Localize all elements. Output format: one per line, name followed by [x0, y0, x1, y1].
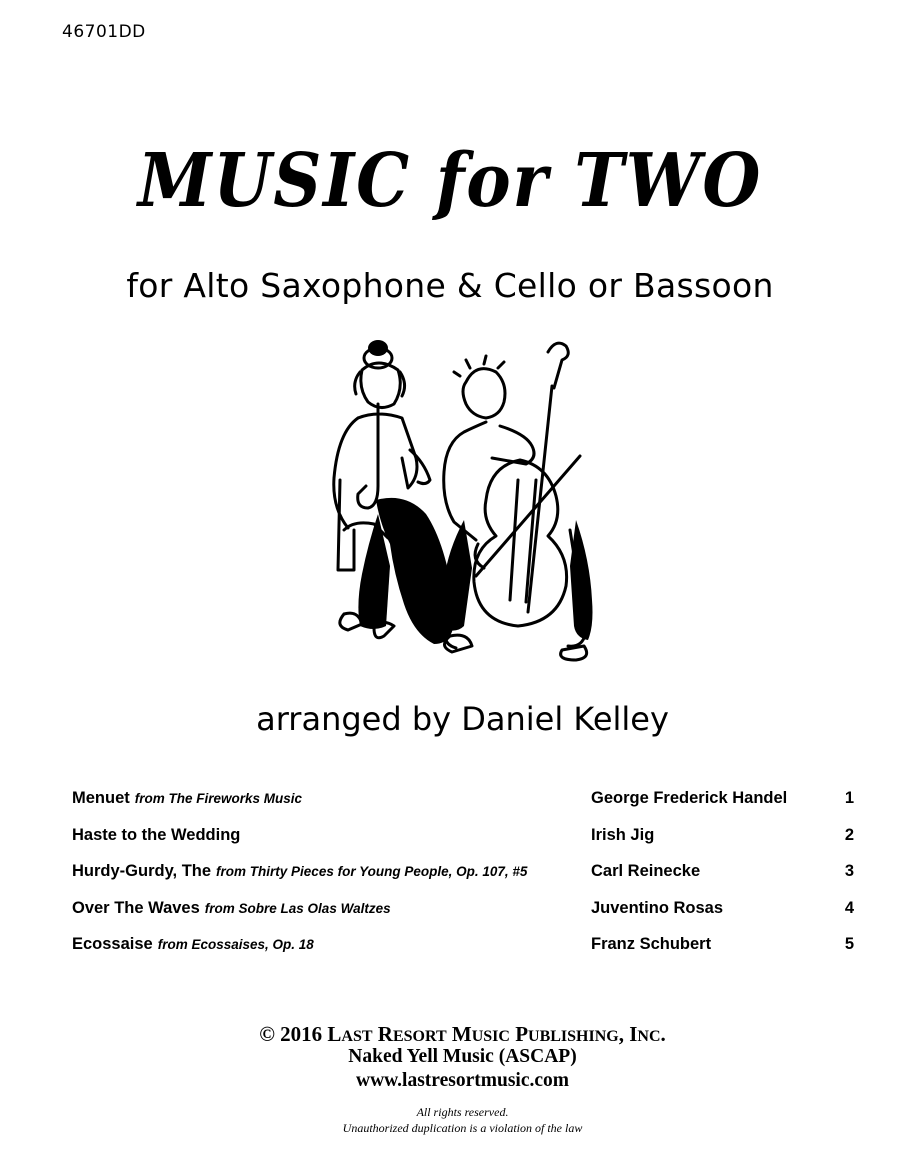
piece-title: Over The Waves from Sobre Las Olas Waltzes [72, 898, 391, 917]
contents-row [72, 935, 862, 972]
page-subtitle: for Alto Saxophone & Cello or Bassoon [126, 266, 774, 305]
piece-title: Hurdy-Gurdy, The from Thirty Pieces for Young People, Op. 107, #5 [72, 862, 528, 880]
catalog-number: 46701DD [62, 22, 146, 42]
piece-page-number: 1 [844, 789, 854, 807]
piece-title: Ecossaise from Ecossaises, Op. 18 [72, 935, 314, 953]
piece-composer: George Frederick Handel [591, 789, 788, 807]
piece-page-number: 2 [844, 825, 854, 844]
piece-page-number: 3 [844, 862, 854, 880]
contents-row [72, 826, 862, 863]
piece-title: Menuet from The Fireworks Music [72, 789, 303, 807]
copyright-line: © 2016 LAST RESORT MUSIC PUBLISHING, INC. [259, 1022, 666, 1046]
piece-source: from Thirty Pieces for Young People, Op. 107, #5 [216, 864, 528, 879]
page-title: MUSIC for TWO [137, 138, 763, 224]
piece-source: from Ecossaises, Op. 18 [157, 937, 314, 952]
rights-reserved-note: All rights reserved. [416, 1105, 509, 1119]
piece-composer: Franz Schubert [591, 935, 712, 953]
piece-title: Haste to the Wedding [72, 825, 241, 844]
arranger-credit: arranged by Daniel Kelley [256, 700, 669, 738]
publisher-affiliate: Naked Yell Music (ASCAP) [348, 1046, 577, 1067]
piece-composer: Carl Reinecke [591, 862, 701, 880]
contents-row [72, 899, 862, 936]
publisher-website: www.lastresortmusic.com [355, 1070, 569, 1091]
piece-page-number: 4 [844, 898, 854, 917]
table-of-contents [72, 789, 862, 972]
piece-page-number: 5 [844, 935, 854, 953]
duplication-warning: Unauthorized duplication is a violation of the law [342, 1121, 583, 1135]
piece-source: from The Fireworks Music [134, 791, 303, 806]
piece-composer: Juventino Rosas [591, 898, 724, 917]
piece-composer: Irish Jig [591, 825, 655, 844]
contents-row [72, 862, 862, 899]
contents-row [72, 789, 862, 826]
piece-source: from Sobre Las Olas Waltzes [204, 900, 391, 916]
musicians-illustration [300, 330, 610, 680]
